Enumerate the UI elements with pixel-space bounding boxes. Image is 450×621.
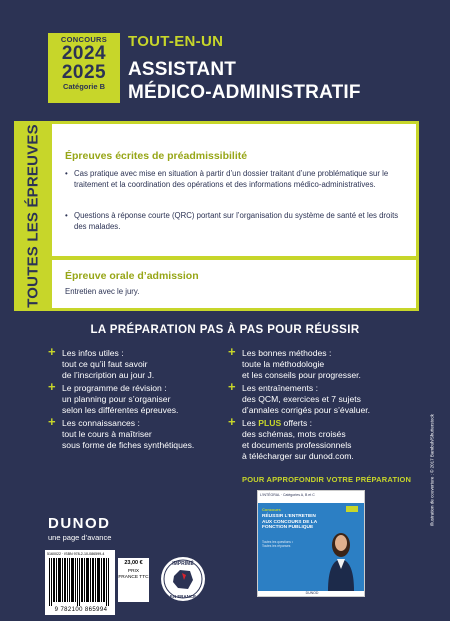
plus-pre: Les: [242, 418, 259, 428]
book-title-line-1: ASSISTANT: [128, 59, 237, 80]
prep-item-head: Le programme de révision :: [62, 383, 167, 393]
written-bullet-2: [65, 211, 405, 232]
book-title: [128, 58, 361, 104]
prep-item-line: et les conseils pour progresser.: [242, 370, 361, 380]
side-label: TOUTES LES ÉPREUVES: [24, 124, 42, 308]
prep-item-line: tout le cours à maîtriser: [62, 429, 152, 439]
related-book-title: RÉUSSIR L’ENTRETIEN AUX CONCOURS DE LA FONCTION PUBLIQUE: [262, 514, 317, 530]
prep-item-line: et documents professionnels: [242, 440, 352, 450]
plus-icon: +: [228, 344, 236, 359]
written-bullet-2-text: Questions à réponse courte (QRC) portant sur l’organisation du système de santé et les droits des malades.: [74, 211, 399, 231]
prep-item-head: Les connaissances :: [62, 418, 140, 428]
prep-item-programme: [48, 379, 179, 416]
oral-text: Entretien avec le jury.: [65, 287, 140, 296]
related-book-body: [258, 503, 365, 591]
price-amount: 23,00 €: [124, 560, 143, 566]
prep-item-line: selon les différentes épreuves.: [62, 405, 179, 415]
related-book-top: L’INTÉGRAL · Catégories A, B et C: [258, 491, 365, 503]
badge-label: CONCOURS: [60, 35, 108, 44]
prep-item-line: tout ce qu’il faut savoir: [62, 359, 148, 369]
prep-item-entrainements: [228, 379, 371, 416]
prep-item-line: de l’inscription au jour J.: [62, 370, 155, 380]
woman-photo-icon: [326, 525, 356, 591]
seal-top-text: IMPRIMÉ: [172, 561, 194, 567]
prep-item-head: Les bonnes méthodes :: [242, 348, 332, 358]
bullet-dot-icon: •: [65, 169, 68, 178]
concours-badge: [48, 33, 120, 103]
related-book-sub: Toutes les questions • Toutes les réponses: [262, 540, 293, 548]
prep-item-line: des QCM, exercices et 7 sujets: [242, 394, 361, 404]
imprime-en-france-seal: [160, 556, 206, 602]
prep-item-plus: [228, 414, 354, 462]
prep-item-line: toute la méthodologie: [242, 359, 325, 369]
series-title: TOUT-EN-UN: [128, 33, 224, 50]
badge-year-2: 2025: [61, 62, 107, 83]
publisher-logo: DUNOD: [48, 515, 111, 532]
prep-item-connaissances: [48, 414, 195, 451]
plus-highlight: PLUS: [258, 418, 282, 428]
prep-item-line: un planning pour s’organiser: [62, 394, 171, 404]
barcode-icon: [48, 558, 112, 606]
price-label: PRIX FRANCE TTC: [118, 569, 149, 580]
written-title: Épreuves écrites de préadmissibilité: [65, 150, 248, 162]
badge-year-1: 2024: [61, 43, 107, 64]
plus-icon: +: [228, 414, 236, 429]
barcode-number: 9 782100 865994: [54, 607, 108, 613]
written-bullet-1: [65, 169, 405, 190]
cover-credit: Illustration de couverture : © 2017 Bambuh/Shutterstock: [429, 414, 435, 526]
badge-category: Catégorie B: [62, 82, 106, 91]
price-box: [117, 557, 150, 603]
prep-item-methodes: [228, 344, 361, 381]
approfondir-title: POUR APPROFONDIR VOTRE PRÉPARATION: [242, 475, 412, 484]
prep-item-head: Les entraînements :: [242, 383, 318, 393]
prep-title: LA PRÉPARATION PAS À PAS POUR RÉUSSIR: [90, 324, 360, 336]
prep-item-line: des schémas, mots croisés: [242, 429, 346, 439]
plus-icon: +: [228, 379, 236, 394]
bullet-dot-icon: •: [65, 211, 68, 220]
related-book-label: Concours: [262, 507, 281, 512]
card-divider: [52, 256, 416, 260]
related-book-cover: [257, 490, 365, 597]
related-book-publisher: DUNOD: [258, 591, 365, 597]
prep-item-infos: [48, 344, 155, 381]
plus-icon: +: [48, 379, 56, 394]
prep-item-line: sous forme de fiches synthétiques.: [62, 440, 195, 450]
oral-title: Épreuve orale d’admission: [65, 270, 199, 282]
prep-item-head: Les infos utiles :: [62, 348, 124, 358]
plus-icon: +: [48, 414, 56, 429]
plus-icon: +: [48, 344, 56, 359]
related-book-tag: [346, 506, 358, 512]
prep-item-line: d’annales corrigés pour s’évaluer.: [242, 405, 371, 415]
isbn-line: 5160022 · ISBN 978-2-10-086599-4: [47, 552, 105, 556]
prep-item-head: [242, 418, 354, 429]
written-bullet-1-text: Cas pratique avec mise en situation à partir d’un dossier traitant d’une problématique sur le traitement et la coordination des opérations et des informations médico-administratives.: [74, 169, 389, 189]
seal-bottom-text: EN FRANCE: [169, 594, 197, 599]
prep-item-line: à télécharger sur dunod.com.: [242, 451, 354, 461]
book-title-line-2: MÉDICO-ADMINISTRATIF: [128, 82, 361, 103]
plus-post: offerts :: [281, 418, 313, 428]
publisher-tagline: une page d’avance: [48, 533, 112, 542]
